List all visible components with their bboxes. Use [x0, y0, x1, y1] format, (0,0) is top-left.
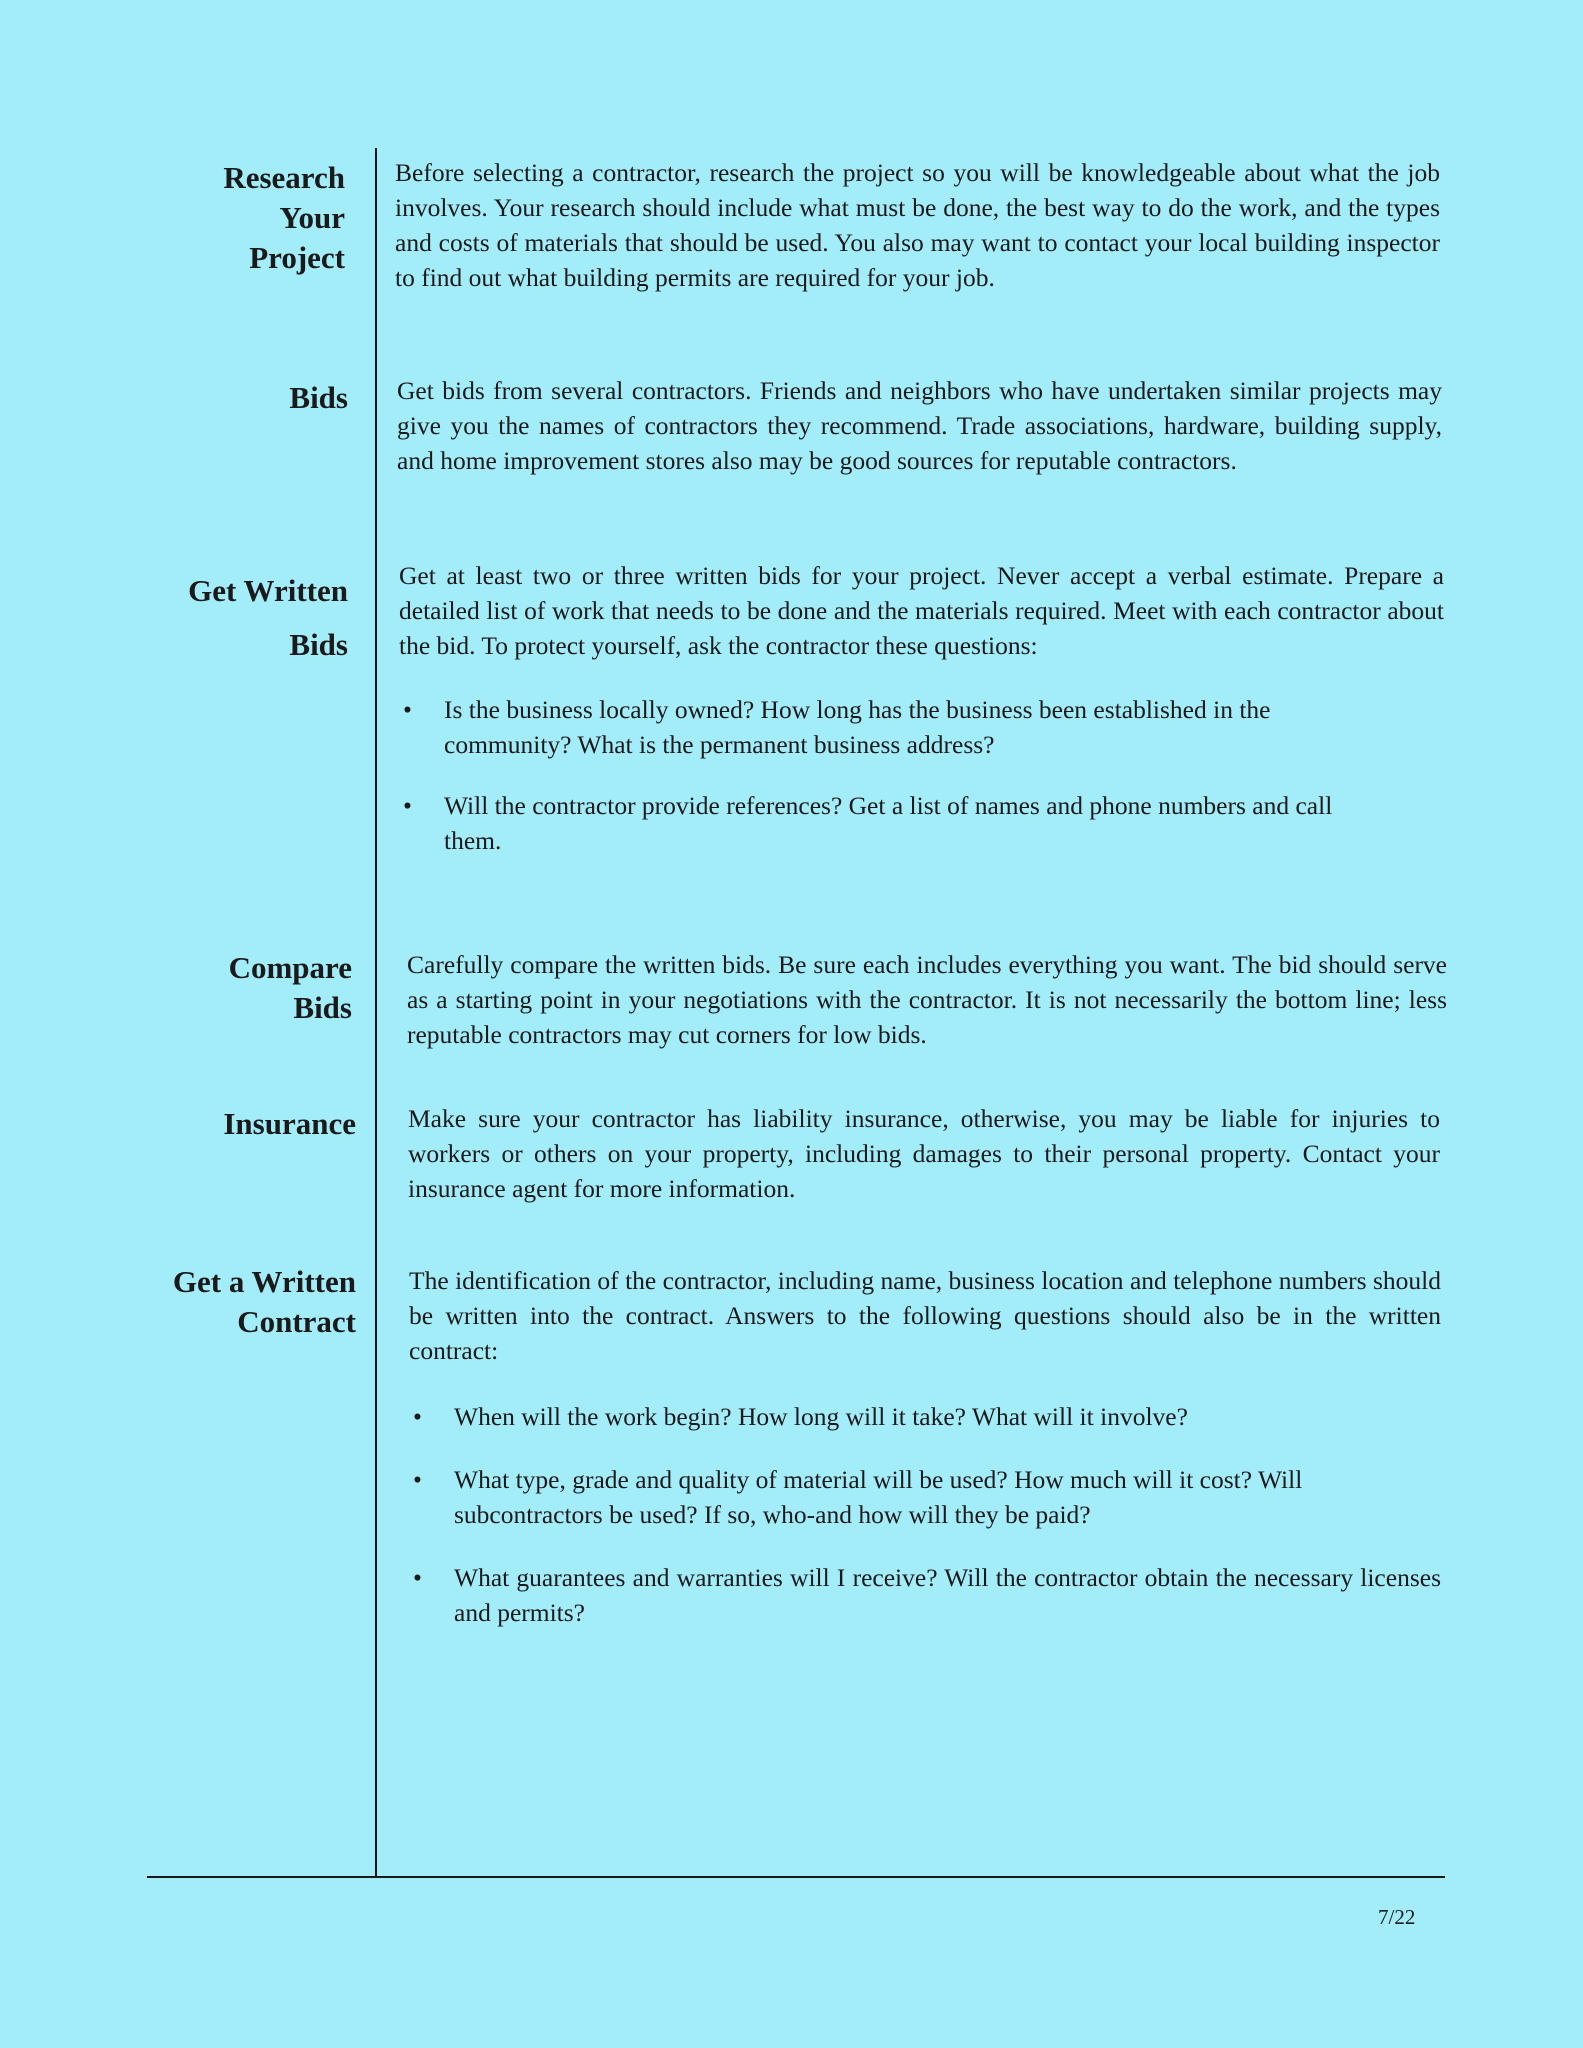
paragraph: Make sure your contractor has liability insurance, otherwise, you may be liable for injuries to workers or others on your property, including damages to their personal property. Contact your insurance agent for more information. — [408, 1104, 1440, 1203]
heading-line: Get a Written — [172, 1264, 356, 1299]
section-body-get-a-written-contract — [409, 1263, 1441, 1630]
list-item-text: Will the contractor provide references? Get a list of names and phone numbers and call them. — [444, 791, 1333, 855]
list-item-text: What type, grade and quality of material will be used? How much will it cost? Will subcontractors be used? If so, who-and how will they be paid? — [454, 1465, 1303, 1529]
heading-line: Insurance — [223, 1106, 356, 1141]
list-item-text: What guarantees and warranties will I receive? Will the contractor obtain the necessary licenses and permits? — [454, 1563, 1441, 1627]
paragraph: Before selecting a contractor, research the project so you will be knowledgeable about what the job involves. Your research should include what must be done, the best way to do the work, and the types and costs of materials that should be used. You also may want to contact your local building inspector to find out what building permits are required for your job. — [395, 158, 1440, 292]
heading-line: Get Written — [188, 573, 348, 608]
section-body-insurance — [408, 1101, 1440, 1206]
heading-line: Bids — [289, 380, 348, 415]
page-number: 7/22 — [1378, 1905, 1416, 1929]
section-heading-bids — [98, 378, 348, 418]
heading-line: Bids — [293, 990, 352, 1025]
bullet-icon: • — [403, 695, 412, 724]
heading-line: Compare — [228, 950, 352, 985]
bullet-icon: • — [413, 1465, 422, 1494]
heading-line: Research — [223, 160, 345, 195]
section-heading-research-your-project — [95, 158, 345, 278]
section-heading-insurance — [106, 1104, 356, 1144]
section-body-bids — [397, 373, 1442, 478]
section-heading-get-a-written-contract — [106, 1262, 356, 1342]
paragraph: The identification of the contractor, including name, business location and telephone numbers should be written into the contract. Answers to the following questions should also be in the written contract: — [409, 1266, 1441, 1365]
paragraph: Get at least two or three written bids for your project. Never accept a verbal estimate. Prepare a detailed list of work that needs to be done and the materials required. Meet with each contractor about the bid. To protect yourself, ask the contractor these questions: — [399, 561, 1444, 660]
section-heading-compare-bids — [102, 948, 352, 1028]
section-body-compare-bids — [407, 947, 1447, 1052]
list-item — [409, 1462, 1384, 1532]
paragraph: Get bids from several contractors. Friends and neighbors who have undertaken similar projects may give you the names of contractors they recommend. Trade associations, hardware, building supply, and home improvement stores also may be good sources for reputable contractors. — [397, 376, 1442, 475]
list-item — [409, 1399, 1441, 1434]
footer-rule — [147, 1876, 1445, 1878]
vertical-divider — [375, 148, 377, 1878]
section-body-get-written-bids — [399, 558, 1444, 858]
bullet-icon: • — [403, 791, 412, 820]
section-heading-get-written-bids — [98, 564, 348, 672]
heading-line: Bids — [289, 627, 348, 662]
list-item — [409, 1560, 1441, 1630]
paragraph: Carefully compare the written bids. Be sure each includes everything you want. The bid should serve as a starting point in your negotiations with the contractor. It is not necessarily the bottom line; less reputable contractors may cut corners for low bids. — [407, 950, 1447, 1049]
heading-line: Project — [249, 240, 345, 275]
list-item — [399, 692, 1389, 762]
list-item — [399, 788, 1389, 858]
section-body-research-your-project — [395, 155, 1440, 295]
heading-line: Contract — [237, 1304, 356, 1339]
list-item-text: When will the work begin? How long will it take? What will it involve? — [454, 1402, 1188, 1431]
bullet-icon: • — [413, 1402, 422, 1431]
bullet-icon: • — [413, 1563, 422, 1592]
list-item-text: Is the business locally owned? How long has the business been established in the community? What is the permanent business address? — [444, 695, 1271, 759]
bullet-list — [409, 1399, 1441, 1630]
heading-line: Your — [279, 200, 345, 235]
bullet-list — [399, 692, 1389, 858]
